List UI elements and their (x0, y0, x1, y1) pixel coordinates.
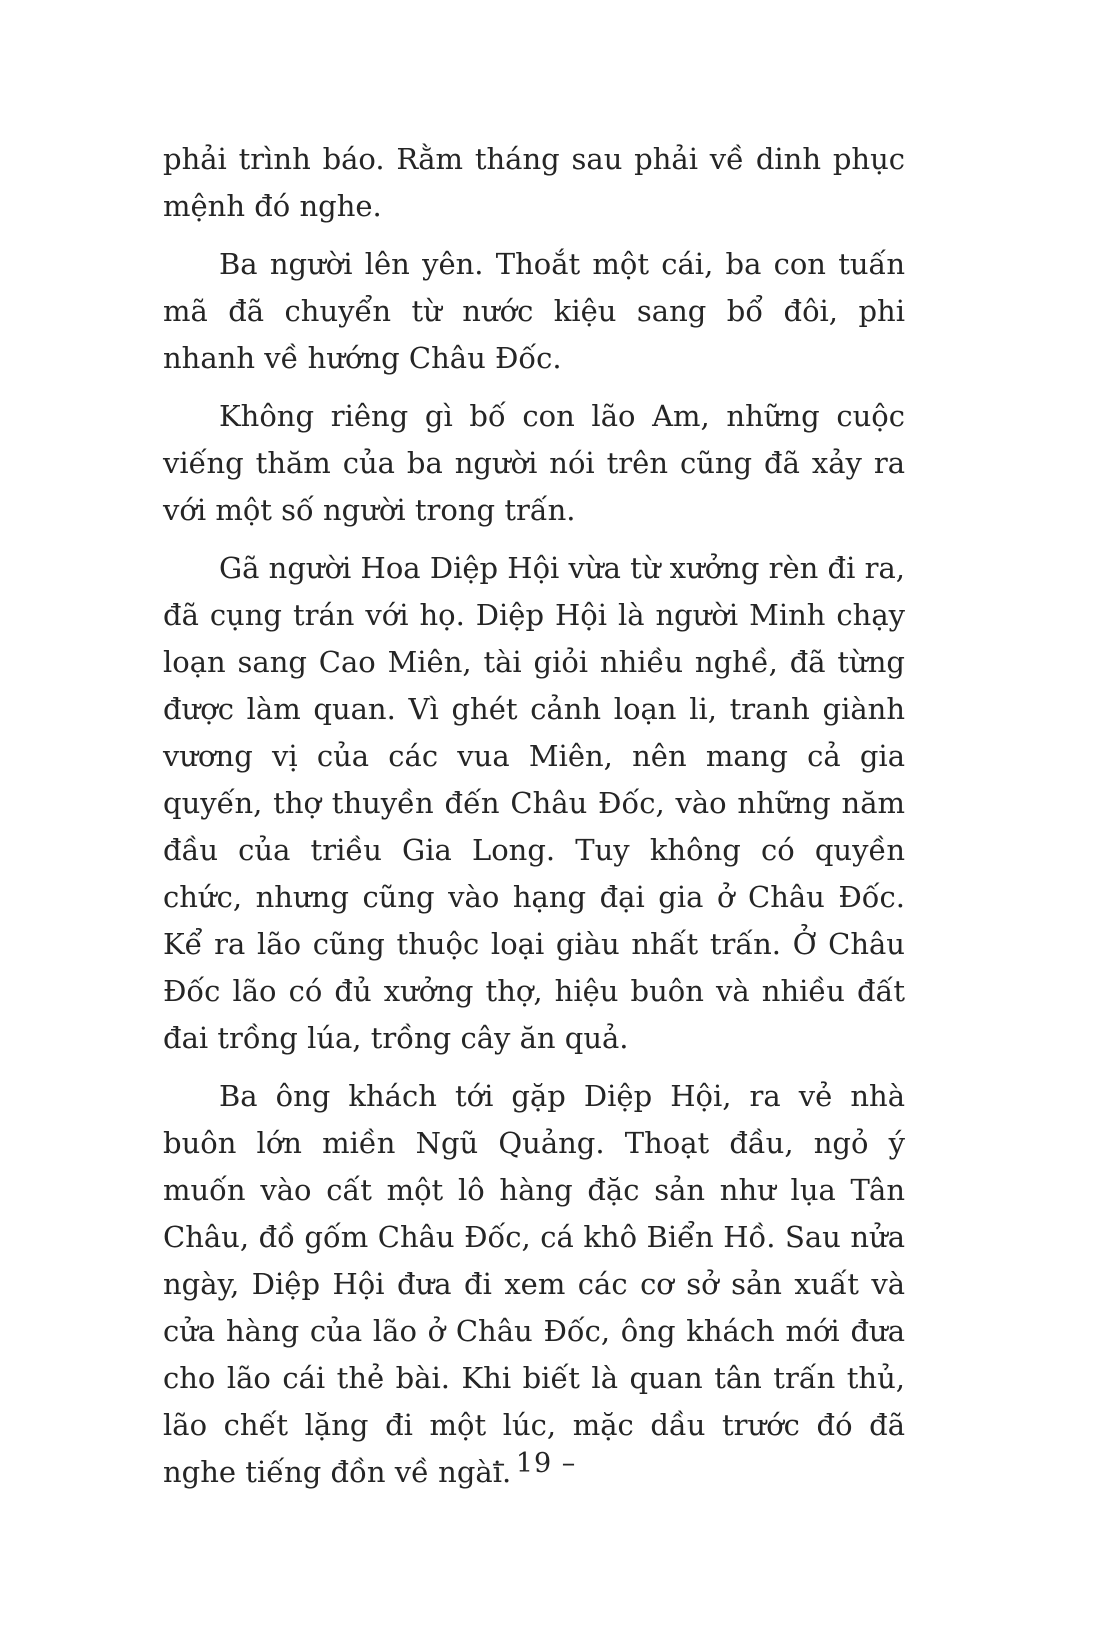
body-paragraph: phải trình báo. Rằm tháng sau phải về dinh phục mệnh đó nghe. (163, 142, 905, 223)
body-paragraph: Gã người Hoa Diệp Hội vừa từ xưởng rèn đi ra, đã cụng trán với họ. Diệp Hội là người Minh chạy loạn sang Cao Miên, tài giỏi nhiều nghề, đã từng được làm quan. Vì ghét cảnh loạn li, tranh giành vương vị của các vua Miên, nên mang cả gia quyến, thợ thuyền đến Châu Đốc, vào những năm đầu của triều Gia Long. Tuy không có quyền chức, nhưng cũng vào hạng đại gia ở Châu Đốc. Kể ra lão cũng thuộc loại giàu nhất trấn. Ở Châu Đốc lão có đủ xưởng thợ, hiệu buôn và nhiều đất đai trồng lúa, trồng cây ăn quả. (163, 551, 905, 1055)
body-paragraph: Ba ông khách tới gặp Diệp Hội, ra vẻ nhà buôn lớn miền Ngũ Quảng. Thoạt đầu, ngỏ ý muốn vào cất một lô hàng đặc sản như lụa Tân Châu, đồ gốm Châu Đốc, cá khô Biển Hồ. Sau nửa ngày, Diệp Hội đưa đi xem các cơ sở sản xuất và cửa hàng của lão ở Châu Đốc, ông khách mới đưa cho lão cái thẻ bài. Khi biết là quan tân trấn thủ, lão chết lặng đi một lúc, mặc dầu trước đó đã nghe tiếng đồn về ngài. (163, 1079, 905, 1489)
page-text-block (163, 136, 905, 1507)
page-number: – 19 – (491, 1448, 577, 1479)
body-paragraph: Ba người lên yên. Thoắt một cái, ba con tuấn mã đã chuyển từ nước kiệu sang bổ đôi, phi nhanh về hướng Châu Đốc. (163, 247, 905, 375)
body-paragraph: Không riêng gì bố con lão Am, những cuộc viếng thăm của ba người nói trên cũng đã xảy ra với một số người trong trấn. (163, 399, 905, 527)
